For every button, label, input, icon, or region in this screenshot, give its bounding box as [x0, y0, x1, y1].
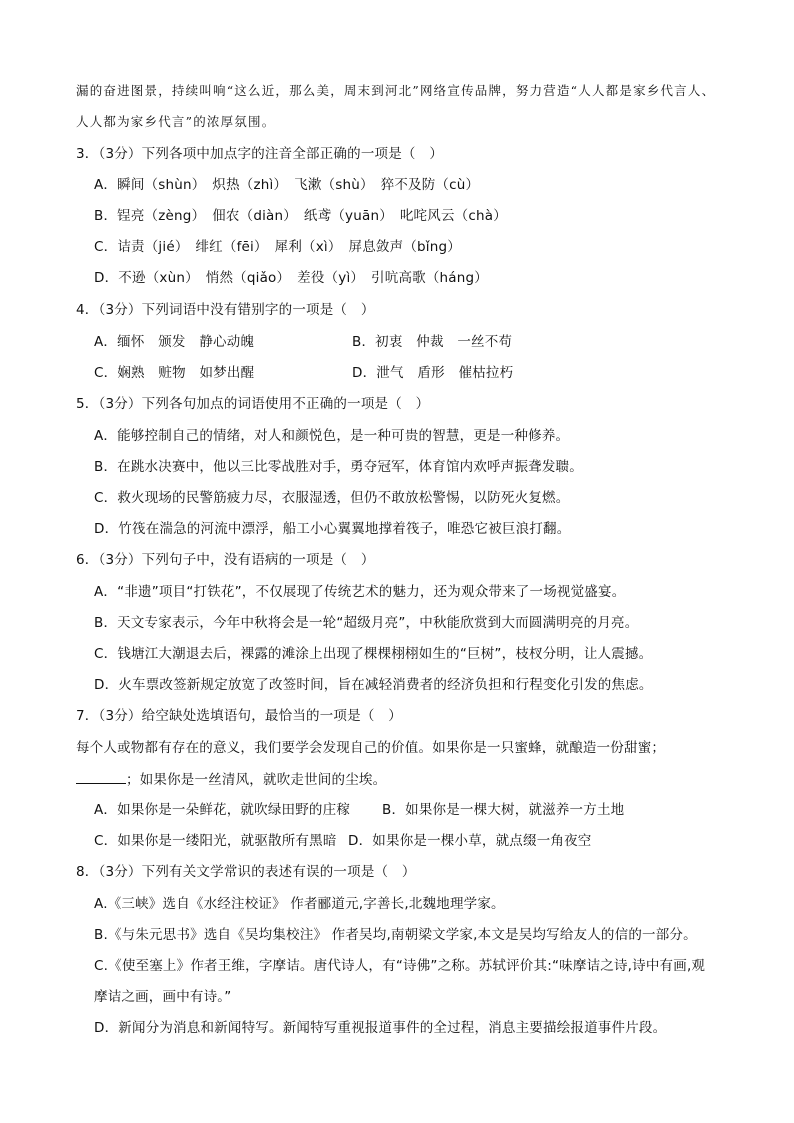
question-3-option-a: A．瞬间（shùn） 炽热（zhì） 飞漱（shù） 猝不及防（cù） — [94, 177, 480, 193]
intro-line-2: 人人都为家乡代言”的浓厚氛围。 — [76, 114, 276, 129]
question-7-option-c: C．如果你是一缕阳光，就驱散所有黑暗 — [94, 833, 337, 849]
question-5-stem: 5．（3分）下列各句加点的词语使用不正确的一项是（ ） — [76, 396, 430, 412]
question-4-option-a: A．缅怀 颁发 静心动魄 — [94, 334, 255, 350]
question-3-option-d: D．不逊（xùn） 悄然（qiǎo） 差役（yì） 引吭高歌（háng） — [94, 270, 488, 286]
question-7-option-d: D．如果你是一棵小草，就点缀一角夜空 — [348, 833, 592, 849]
question-8-option-a: A.《三峡》选自《水经注校证》 作者郦道元,字善长,北魏地理学家。 — [94, 896, 505, 912]
question-8-stem: 8．（3分）下列有关文学常识的表述有误的一项是（ ） — [76, 864, 416, 880]
question-5-option-a: A．能够控制自己的情绪，对人和颜悦色，是一种可贵的智慧，更是一种修养。 — [94, 428, 570, 444]
question-5-option-d: D．竹筏在湍急的河流中漂浮，船工小心翼翼地撑着筏子，唯恐它被巨浪打翻。 — [94, 521, 571, 537]
question-8-option-c: C.《使至塞上》作者王维，字摩诘。唐代诗人，有“诗佛”之称。苏轼评价其:“味摩诘之诗,诗中有画,观 — [94, 958, 706, 974]
question-4-option-b: B．初衷 仲裁 一丝不苟 — [352, 334, 513, 350]
question-7-option-b: B．如果你是一棵大树，就滋养一方土地 — [382, 802, 625, 818]
question-6-stem: 6．（3分）下列句子中，没有语病的一项是（ ） — [76, 552, 375, 568]
answer-blank — [76, 769, 126, 784]
question-7-passage-line-1: 每个人或物都有存在的意义，我们要学会发现自己的价值。如果你是一只蜜蜂，就酿造一份甜蜜； — [76, 740, 666, 756]
question-3-option-b: B．锃亮（zèng） 佃农（diàn） 纸鸢（yuān） 叱咤风云（chà） — [94, 208, 507, 224]
question-6-option-a: A．“非遗”项目“打铁花”，不仅展现了传统艺术的魅力，还为观众带来了一场视觉盛宴。 — [94, 584, 626, 600]
question-6-option-d: D．火车票改签新规定放宽了改签时间，旨在减轻消费者的经济负担和行程变化引发的焦虑。 — [94, 677, 653, 693]
question-7-option-a: A．如果你是一朵鲜花，就吹绿田野的庄稼 — [94, 802, 351, 818]
question-8-option-b: B.《与朱元思书》选自《吴均集校注》 作者吴均,南朝梁文学家,本文是吴均写给友人的信的一部分。 — [94, 927, 697, 943]
question-6-option-c: C．钱塘江大潮退去后，裸露的滩涂上出现了棵棵栩栩如生的“巨树”，枝杈分明，让人震撼。 — [94, 646, 653, 662]
question-4-option-d: D．泄气 盾形 催枯拉朽 — [352, 365, 514, 381]
question-7-passage-line-2 — [76, 769, 386, 790]
question-4-option-c: C．娴熟 赃物 如梦出醒 — [94, 365, 255, 381]
question-7-stem: 7．（3分）给空缺处选填语句，最恰当的一项是（ ） — [76, 708, 402, 724]
question-7-passage-tail: ；如果你是一丝清风，就吹走世间的尘埃。 — [126, 772, 387, 788]
intro-line-1: 漏的奋进图景，持续叫响“这么近，那么美，周末到河北”网络宣传品牌，努力营造“人人都是家乡代言人、 — [76, 83, 716, 98]
question-3-option-c: C．诘责（jié） 绯红（fēi） 犀利（xì） 屏息敛声（bǐng） — [94, 239, 461, 255]
question-6-option-b: B．天文专家表示，今年中秋将会是一轮“超级月亮”，中秋能欣赏到大而圆满明亮的月亮。 — [94, 615, 639, 631]
question-5-option-c: C．救火现场的民警筋疲力尽，衣服湿透，但仍不敢放松警惕，以防死火复燃。 — [94, 490, 570, 506]
question-8-option-c-continued: 摩诘之画，画中有诗。” — [94, 989, 232, 1005]
question-4-stem: 4．（3分）下列词语中没有错别字的一项是（ ） — [76, 302, 375, 318]
question-5-option-b: B．在跳水决赛中，他以三比零战胜对手，勇夺冠军，体育馆内欢呼声振聋发聩。 — [94, 459, 583, 475]
question-3-stem: 3．（3分）下列各项中加点字的注音全部正确的一项是（ ） — [76, 146, 444, 162]
question-8-option-d: D．新闻分为消息和新闻特写。新闻特写重视报道事件的全过程，消息主要描绘报道事件片段。 — [94, 1020, 667, 1036]
